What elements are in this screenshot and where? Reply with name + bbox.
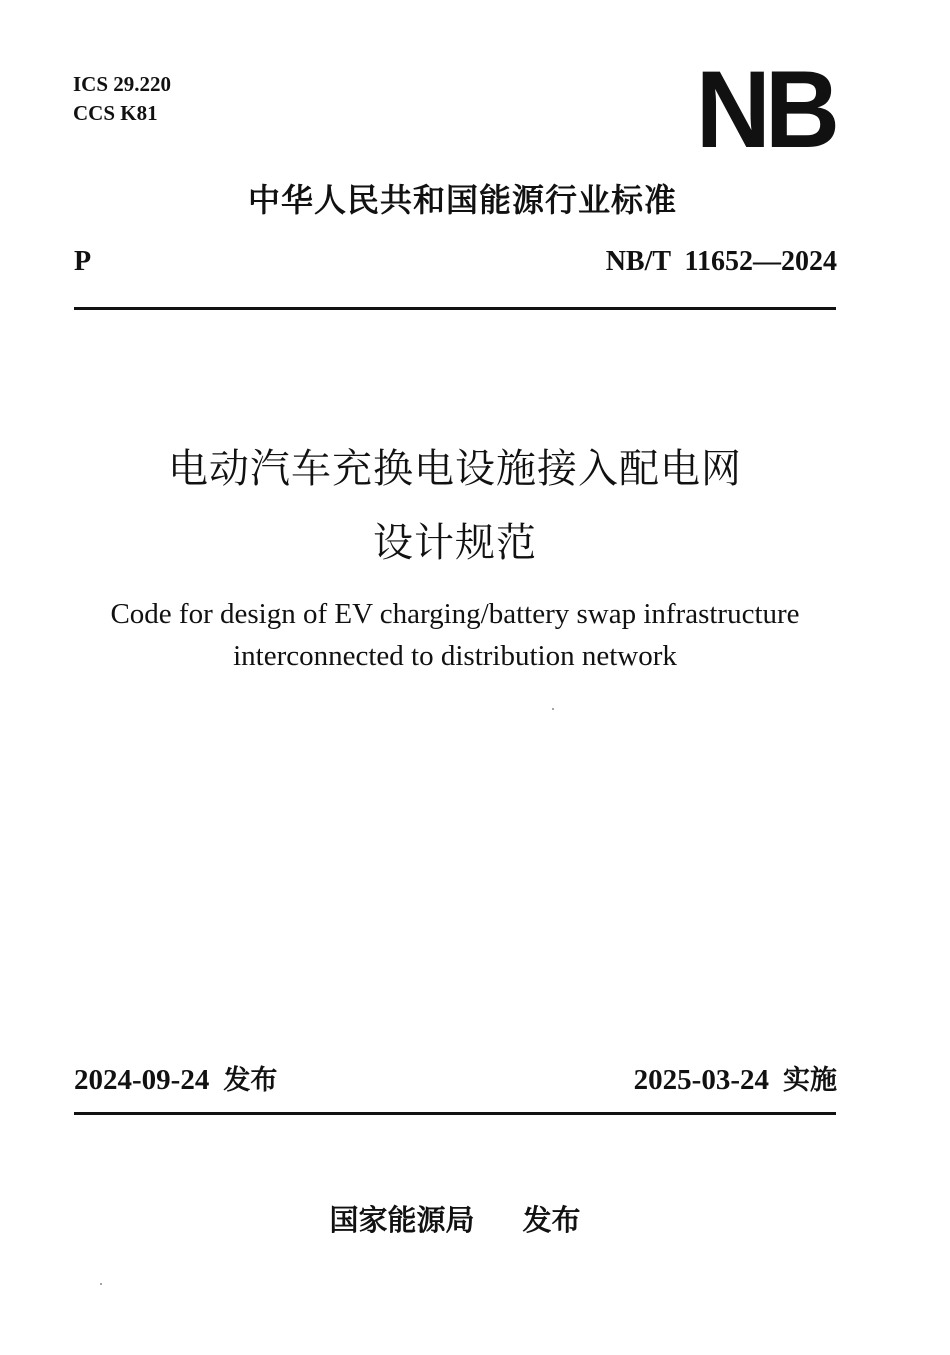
title-cn-line1: 电动汽车充换电设施接入配电网 xyxy=(168,446,742,492)
publisher-action: 发布 xyxy=(522,1203,581,1237)
implementation-date-block xyxy=(634,1060,837,1101)
nb-logo: NB xyxy=(695,49,834,172)
category-letter: P xyxy=(74,246,92,277)
standard-number: NB/T 11652—2024 xyxy=(605,246,837,277)
issue-date-block xyxy=(74,1060,277,1101)
publisher-block xyxy=(0,1198,910,1242)
top-divider xyxy=(74,307,836,310)
title-cn-line2: 设计规范 xyxy=(373,520,537,566)
implementation-date: 2025-03-24 xyxy=(633,1064,769,1096)
implementation-label: 实施 xyxy=(783,1065,837,1096)
issue-label: 发布 xyxy=(223,1065,278,1096)
scan-speck xyxy=(552,708,554,710)
ics-code: ICS 29.220 xyxy=(73,72,172,96)
bottom-divider xyxy=(74,1112,836,1115)
title-en-line1: Code for design of EV charging/battery swap infrastructure xyxy=(110,598,800,630)
classification-codes xyxy=(73,70,171,128)
ccs-code: CCS K81 xyxy=(73,101,158,125)
issue-date: 2024-09-24 xyxy=(74,1064,210,1096)
industry-standard-heading: 中华人民共和国能源行业标准 xyxy=(247,181,677,219)
title-en-line2: interconnected to distribution network xyxy=(233,640,677,672)
publisher-name: 国家能源局 xyxy=(329,1203,475,1237)
scan-speck xyxy=(100,1283,102,1285)
